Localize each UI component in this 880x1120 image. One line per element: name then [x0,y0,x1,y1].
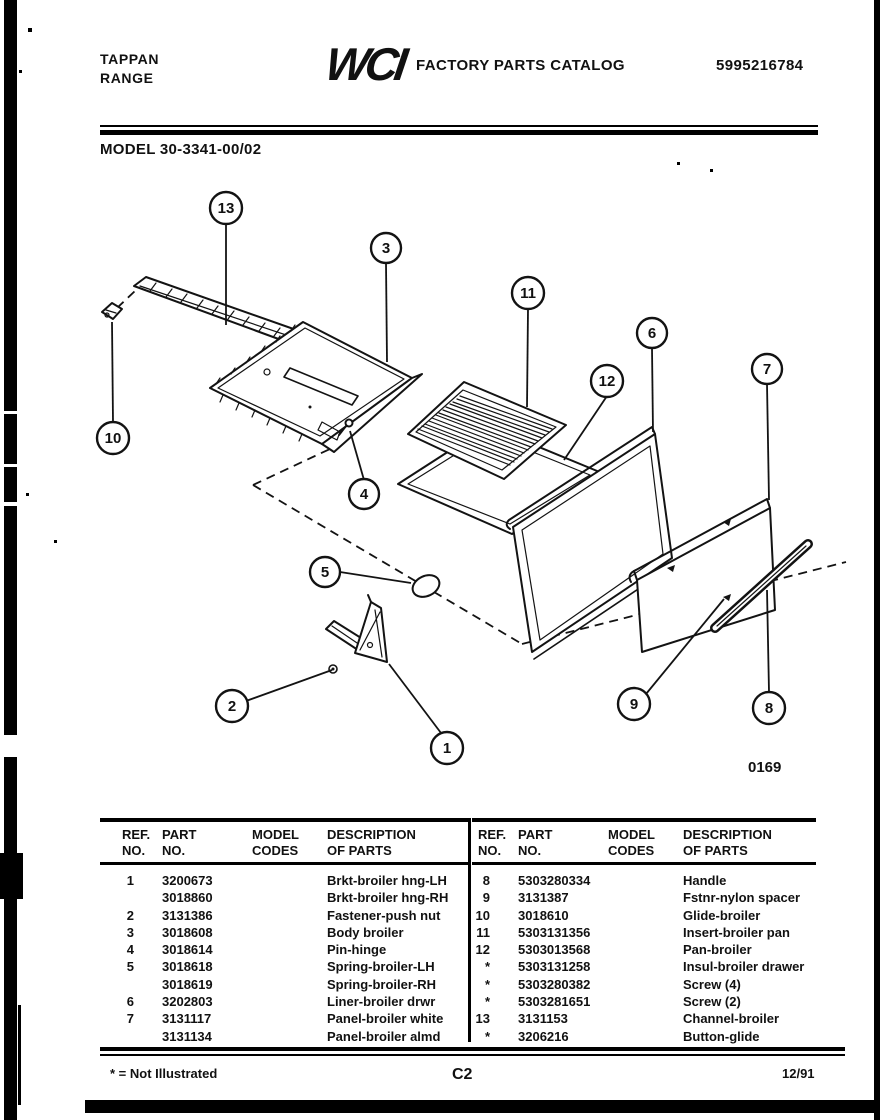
brand-block [100,50,159,88]
scan-speck [677,162,680,165]
callout-11 [512,277,544,309]
callout-2 [216,690,248,722]
header-model: MODEL CODES [252,820,327,864]
parts-row [100,941,468,958]
callout-1 [431,732,463,764]
cell-model [252,976,327,993]
header-part: PART NO. [518,820,608,864]
cell-ref [100,889,162,906]
parts-row [472,941,816,958]
footer-rule-thick [100,1047,845,1051]
figure-number: 0169 [748,759,782,776]
page-code: C2 [452,1066,473,1083]
parts-row [472,864,816,890]
parts-row [472,924,816,941]
scan-notch [4,464,17,467]
callout-12 [591,365,623,397]
part-body-broiler-3 [210,322,422,452]
cell-desc: Brkt-broiler hng-LH [327,873,447,888]
header-ref: REF. NO. [472,820,518,864]
cell-desc: Pin-hinge [327,942,387,958]
parts-row [472,993,816,1010]
cell-model [608,941,683,958]
scan-edge-blob [0,853,23,899]
cell-desc: Panel-broiler white [327,1011,444,1027]
scan-edge-right [874,0,880,1120]
model-number: MODEL 30-3341-00/02 [100,141,262,158]
brand-line1: TAPPAN [100,51,160,67]
cell-desc: Handle [683,873,727,888]
cell-desc: Insul-broiler drawer [683,959,805,975]
svg-text:8: 8 [764,700,774,717]
cell-desc: Screw (2) [683,994,741,1010]
scan-speck [710,169,713,172]
cell-ref: 3 [126,924,134,940]
parts-row [100,924,468,941]
callout-5 [310,557,340,587]
svg-text:13: 13 [217,200,235,217]
svg-text:12: 12 [598,373,616,390]
scan-bottom-bar [85,1100,880,1113]
scan-corner-line [18,1005,21,1105]
header-part: PART NO. [162,820,252,864]
cell-desc: Panel-broiler almd [327,1028,441,1044]
parts-row [100,864,468,890]
footer-rule-thin [100,1054,845,1056]
header-rule-thick [100,130,818,135]
header-desc: DESCRIPTION OF PARTS [683,820,816,864]
cell-ref: 1 [126,873,134,888]
cell-ref: * [484,959,490,975]
parts-row [472,958,816,975]
part-fastener-2 [329,665,337,673]
cell-part: 5303131356 [518,924,591,940]
cell-part: 3018610 [518,907,569,923]
cell-part: 3018614 [162,942,213,958]
svg-text:2: 2 [227,698,237,715]
callout-9 [618,688,650,720]
table-header-row [100,820,468,864]
svg-text:1: 1 [442,740,452,757]
callout-10 [97,422,129,454]
svg-text:5: 5 [320,564,330,581]
cell-desc: Body broiler [327,924,404,940]
parts-table-right [472,818,816,1045]
cell-part: 5303013568 [518,942,591,958]
cell-desc: Brkt-broiler hng-RH [327,890,449,906]
cell-model [252,1010,327,1027]
cell-part: 3018608 [162,924,213,940]
cell-desc: Spring-broiler-LH [327,959,435,975]
parts-row [100,976,468,993]
scan-notch [4,502,17,506]
cell-ref: 9 [482,890,490,906]
cell-ref: 4 [126,942,134,958]
cell-model [608,864,683,890]
cell-model [608,1010,683,1027]
cell-desc: Glide-broiler [683,907,761,923]
callout-4 [349,479,379,509]
parts-row [472,907,816,924]
svg-text:7: 7 [762,361,772,378]
cell-part: 3131153 [518,1011,568,1027]
cell-ref: 8 [482,873,490,888]
exploded-view-diagram [60,182,850,794]
scan-speck [26,493,29,496]
cell-ref: * [484,1028,490,1044]
cell-model [608,1028,683,1045]
callout-8 [753,692,785,724]
table-header-row [472,820,816,864]
svg-text:4: 4 [359,486,369,503]
cell-desc: Insert-broiler pan [683,924,790,940]
cell-ref [100,1028,162,1045]
cell-desc: Button-glide [683,1028,760,1044]
part-spring-5 [409,571,443,601]
cell-part: 3206216 [518,1028,569,1044]
svg-text:6: 6 [647,325,657,342]
cell-part: 3018619 [162,976,213,992]
cell-desc: Screw (4) [683,976,741,992]
cell-part: 3131134 [162,1028,212,1044]
header-ref: REF. NO. [100,820,162,864]
cell-ref: 12 [475,942,490,958]
cell-part: 5303131258 [518,959,591,975]
part-hinge-bracket-1 [326,595,387,662]
parts-row [100,993,468,1010]
cell-ref [100,976,162,993]
cell-model [252,1028,327,1045]
cell-desc: Liner-broiler drwr [327,994,436,1010]
cell-model [252,958,327,975]
scan-notch [4,735,17,757]
cell-model [608,889,683,906]
cell-ref: 2 [126,907,134,923]
cell-part: 3131117 [162,1011,212,1027]
scan-notch [4,411,17,414]
svg-text:11: 11 [520,285,536,302]
cell-part: 3131387 [518,890,569,906]
date-code: 12/91 [782,1066,815,1081]
svg-text:3: 3 [381,240,391,257]
cell-ref: 5 [126,959,134,975]
scan-speck [19,70,22,73]
svg-text:9: 9 [629,696,639,713]
callout-7 [752,354,782,384]
cell-model [252,924,327,941]
parts-row [472,976,816,993]
cell-ref: 6 [126,994,134,1010]
cell-desc: Fastener-push nut [327,907,441,923]
parts-row [100,907,468,924]
cell-part: 3202803 [162,994,213,1010]
cell-part: 3200673 [162,873,213,888]
publication-number: 5995216784 [716,57,804,74]
parts-row [472,1010,816,1027]
cell-model [608,958,683,975]
callout-3 [371,233,401,263]
brand-line2: RANGE [100,70,154,86]
cell-part: 5303281651 [518,994,591,1010]
cell-model [608,993,683,1010]
cell-desc: Spring-broiler-RH [327,976,437,992]
cell-part: 3018860 [162,890,213,906]
parts-row [472,889,816,906]
callout-6 [637,318,667,348]
parts-row [100,1028,468,1045]
wci-logo: WCI [322,38,408,90]
cell-ref: 7 [126,1011,134,1027]
cell-model [608,976,683,993]
header-model: MODEL CODES [608,820,683,864]
scan-speck [54,540,57,543]
parts-row [472,1028,816,1045]
cell-part: 5303280334 [518,873,591,888]
cell-model [252,864,327,890]
cell-ref: 13 [475,1011,490,1027]
cell-model [252,941,327,958]
svg-text:10: 10 [104,430,122,447]
table-center-divider [468,818,471,1042]
scan-speck [28,28,32,32]
header-rule-thin [100,125,818,127]
cell-model [252,907,327,924]
catalog-title: FACTORY PARTS CATALOG [416,57,625,74]
cell-desc: Pan-broiler [683,942,752,958]
parts-row [100,889,468,906]
cell-model [608,907,683,924]
callout-13 [210,192,242,224]
cell-ref: 10 [475,907,490,923]
parts-row [100,1010,468,1027]
cell-ref: 11 [476,924,490,940]
cell-part: 3131386 [162,907,213,923]
header-desc: DESCRIPTION OF PARTS [327,820,468,864]
cell-desc: Fstnr-nylon spacer [683,890,801,906]
cell-model [252,889,327,906]
cell-part: 3018618 [162,959,213,975]
cell-ref: * [484,976,490,992]
cell-model [252,993,327,1010]
parts-table-left [100,818,468,1045]
parts-row [100,958,468,975]
cell-ref: * [484,994,490,1010]
cell-desc: Channel-broiler [683,1011,780,1027]
not-illustrated-note: * = Not Illustrated [110,1066,218,1081]
cell-model [608,924,683,941]
scan-edge-left [4,0,17,1120]
cell-part: 5303280382 [518,976,591,992]
